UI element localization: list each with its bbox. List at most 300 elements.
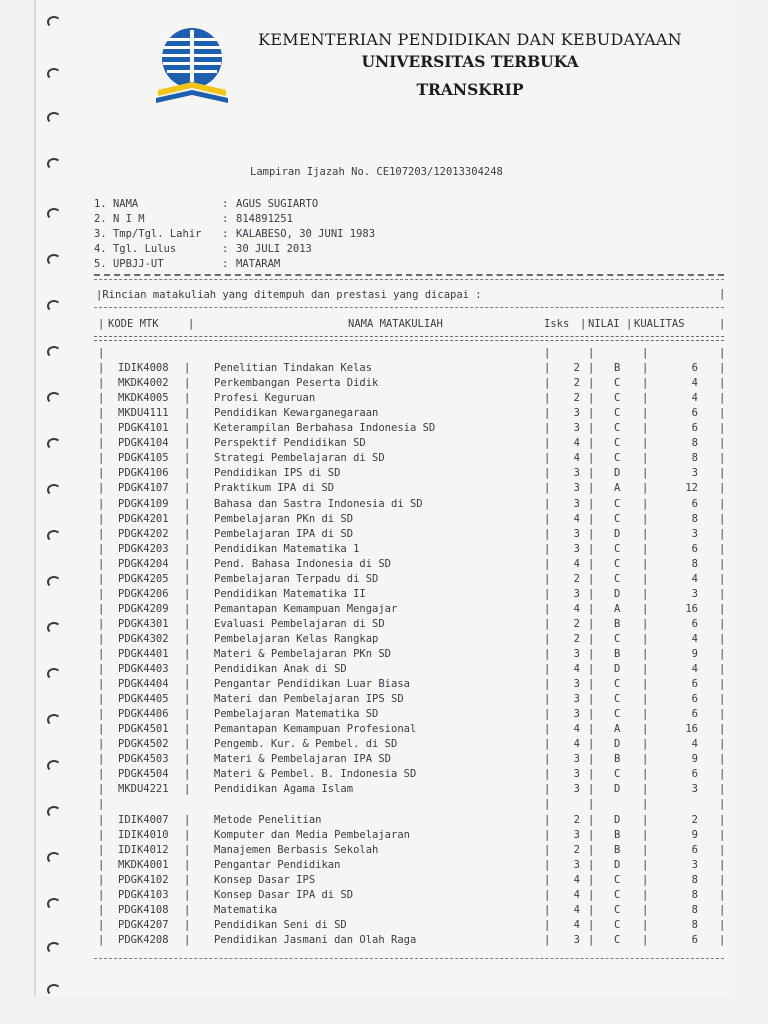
table-border: | <box>642 573 649 585</box>
course-code: PDGK4209 <box>118 603 169 615</box>
course-quality: 16 <box>685 603 698 615</box>
table-row <box>94 648 730 663</box>
table-border: | <box>642 814 649 826</box>
course-quality: 3 <box>691 783 698 795</box>
course-quality: 8 <box>691 889 698 901</box>
table-border: | <box>544 934 551 946</box>
course-name: Pembelajaran IPA di SD <box>214 528 354 540</box>
table-border: | <box>544 633 551 645</box>
header-kualitas: KUALITAS <box>634 318 685 330</box>
table-row <box>94 588 730 603</box>
table-spacer-row <box>94 347 730 362</box>
course-sks: 4 <box>573 558 580 570</box>
table-border: | <box>588 452 595 464</box>
table-border: | <box>544 392 551 404</box>
course-name: Metode Penelitian <box>214 814 322 826</box>
course-quality: 6 <box>691 934 698 946</box>
binder-hole-icon <box>44 940 60 952</box>
course-quality: 9 <box>691 829 698 841</box>
course-sks: 4 <box>573 663 580 675</box>
table-border: | <box>642 648 649 660</box>
table-border: | <box>184 618 191 630</box>
table-border: | <box>544 452 551 464</box>
course-name: Pemantapan Kemampuan Profesional <box>214 723 417 735</box>
course-grade: C <box>614 768 621 780</box>
table-border: | <box>642 708 649 720</box>
course-grade: C <box>614 678 621 690</box>
header-kode: KODE MTK <box>108 318 159 330</box>
course-name: Materi & Pembel. B. Indonesia SD <box>214 768 417 780</box>
course-code: PDGK4503 <box>118 753 169 765</box>
table-border: | <box>642 407 649 419</box>
course-sks: 4 <box>573 513 580 525</box>
table-border: | <box>544 648 551 660</box>
table-border: | <box>544 543 551 555</box>
table-border: | <box>98 814 105 826</box>
course-sks: 3 <box>573 588 580 600</box>
course-quality: 6 <box>691 362 698 374</box>
course-grade: D <box>614 814 621 826</box>
table-border: | <box>642 829 649 841</box>
table-border: | <box>642 437 649 449</box>
course-sks: 3 <box>573 829 580 841</box>
course-sks: 4 <box>573 904 580 916</box>
table-border: | <box>544 498 551 510</box>
table-border: | <box>544 798 551 810</box>
course-sks: 3 <box>573 543 580 555</box>
table-border: | <box>98 648 105 660</box>
table-border: | <box>642 362 649 374</box>
table-border: | <box>544 362 551 374</box>
table-border: | <box>588 633 595 645</box>
course-code: IDIK4007 <box>118 814 169 826</box>
table-row <box>94 738 730 753</box>
table-border: | <box>642 919 649 931</box>
table-border: | <box>544 738 551 750</box>
table-border: | <box>184 648 191 660</box>
table-border: | <box>184 844 191 856</box>
table-border: | <box>642 633 649 645</box>
table-border: | <box>184 498 191 510</box>
table-border: | <box>719 889 726 901</box>
table-spacer-row <box>94 798 730 813</box>
course-name: Konsep Dasar IPS <box>214 874 316 886</box>
table-border: | <box>544 723 551 735</box>
course-grade: C <box>614 498 621 510</box>
course-code: PDGK4204 <box>118 558 169 570</box>
course-sks: 3 <box>573 528 580 540</box>
table-row <box>94 528 730 543</box>
table-border: | <box>98 482 105 494</box>
table-border: | <box>98 558 105 570</box>
table-row <box>94 498 730 513</box>
table-border: | <box>642 467 649 479</box>
table-border: | <box>719 934 726 946</box>
table-border: | <box>642 904 649 916</box>
identity-value: MATARAM <box>236 258 281 270</box>
table-border: | <box>719 588 726 600</box>
table-border: | <box>184 467 191 479</box>
table-border: | <box>98 588 105 600</box>
table-border: | <box>184 723 191 735</box>
binder-hole-icon <box>44 804 60 816</box>
binder-hole-icon <box>44 758 60 770</box>
table-border: | <box>544 467 551 479</box>
identity-label: 1. NAMA <box>94 198 139 210</box>
table-border: | <box>184 753 191 765</box>
course-name: Perspektif Pendidikan SD <box>214 437 366 449</box>
table-border: | <box>184 452 191 464</box>
course-code: MKDK4001 <box>118 859 169 871</box>
course-name: Konsep Dasar IPA di SD <box>214 889 354 901</box>
course-sks: 3 <box>573 753 580 765</box>
table-row <box>94 633 730 648</box>
table-border: | <box>184 829 191 841</box>
table-border: | <box>184 633 191 645</box>
course-sks: 3 <box>573 678 580 690</box>
table-border: | <box>98 844 105 856</box>
course-code: PDGK4109 <box>118 498 169 510</box>
table-border: | <box>98 437 105 449</box>
divider <box>94 958 724 959</box>
table-border: | <box>184 934 191 946</box>
course-code: PDGK4203 <box>118 543 169 555</box>
table-border: | <box>98 663 105 675</box>
table-border: | <box>98 738 105 750</box>
table-border: | <box>98 783 105 795</box>
course-quality: 6 <box>691 844 698 856</box>
table-border: | <box>588 678 595 690</box>
course-sks: 2 <box>573 573 580 585</box>
table-border: | <box>719 663 726 675</box>
table-border: | <box>719 859 726 871</box>
course-sks: 3 <box>573 422 580 434</box>
table-border: | <box>98 798 105 810</box>
course-grade: C <box>614 633 621 645</box>
course-name: Bahasa dan Sastra Indonesia di SD <box>214 498 423 510</box>
table-border: | <box>98 377 105 389</box>
table-border: | <box>184 663 191 675</box>
table-border: | <box>544 783 551 795</box>
table-row <box>94 558 730 573</box>
course-name: Profesi Keguruan <box>214 392 316 404</box>
table-border: | <box>642 889 649 901</box>
table-border: | <box>98 543 105 555</box>
course-grade: D <box>614 663 621 675</box>
table-border: | <box>719 723 726 735</box>
course-grade: D <box>614 783 621 795</box>
table-border: | <box>719 648 726 660</box>
table-border: | <box>626 318 633 330</box>
course-name: Strategi Pembelajaran di SD <box>214 452 385 464</box>
course-code: PDGK4406 <box>118 708 169 720</box>
course-name: Pembelajaran Terpadu di SD <box>214 573 379 585</box>
binder-hole-icon <box>44 110 60 122</box>
table-row <box>94 678 730 693</box>
table-border: | <box>588 618 595 630</box>
table-row <box>94 467 730 482</box>
course-sks: 3 <box>573 783 580 795</box>
binder-hole-icon <box>44 436 60 448</box>
identity-colon: : <box>222 243 229 255</box>
table-border: | <box>719 573 726 585</box>
table-border: | <box>544 558 551 570</box>
course-code: PDGK4201 <box>118 513 169 525</box>
table-row <box>94 753 730 768</box>
course-grade: B <box>614 362 621 374</box>
course-code: PDGK4405 <box>118 693 169 705</box>
course-code: PDGK4106 <box>118 467 169 479</box>
course-sks: 3 <box>573 693 580 705</box>
course-sks: 3 <box>573 467 580 479</box>
table-border: | <box>184 693 191 705</box>
table-border: | <box>184 919 191 931</box>
table-border: | <box>184 513 191 525</box>
table-border: | <box>98 347 105 359</box>
course-sks: 3 <box>573 859 580 871</box>
table-row <box>94 392 730 407</box>
table-border: | <box>184 738 191 750</box>
table-border: | <box>544 513 551 525</box>
table-border: | <box>642 603 649 615</box>
course-name: Perkembangan Peserta Didik <box>214 377 379 389</box>
table-border: | <box>588 768 595 780</box>
course-grade: D <box>614 859 621 871</box>
course-code: PDGK4403 <box>118 663 169 675</box>
table-border: | <box>642 798 649 810</box>
table-border: | <box>184 588 191 600</box>
table-border: | <box>719 467 726 479</box>
table-row <box>94 407 730 422</box>
course-name: Pengantar Pendidikan Luar Biasa <box>214 678 410 690</box>
course-code: MKDU4111 <box>118 407 169 419</box>
course-grade: D <box>614 738 621 750</box>
table-border: | <box>719 392 726 404</box>
table-border: | <box>642 874 649 886</box>
binder-hole-icon <box>44 896 60 908</box>
table-border: | <box>719 798 726 810</box>
binder-hole-icon <box>44 14 60 26</box>
course-code: PDGK4404 <box>118 678 169 690</box>
table-row <box>94 543 730 558</box>
table-border: | <box>588 783 595 795</box>
course-code: PDGK4202 <box>118 528 169 540</box>
table-border: | <box>719 288 726 300</box>
table-row <box>94 437 730 452</box>
table-border: | <box>642 663 649 675</box>
course-quality: 4 <box>691 573 698 585</box>
course-grade: B <box>614 829 621 841</box>
table-border: | <box>719 768 726 780</box>
course-code: PDGK4104 <box>118 437 169 449</box>
table-row <box>94 693 730 708</box>
table-border: | <box>98 723 105 735</box>
table-border: | <box>544 814 551 826</box>
course-grade: C <box>614 919 621 931</box>
binder-hole-icon <box>44 982 60 994</box>
course-code: MKDU4221 <box>118 783 169 795</box>
identity-label: 3. Tmp/Tgl. Lahir <box>94 228 202 240</box>
table-border: | <box>184 814 191 826</box>
course-grade: C <box>614 513 621 525</box>
course-name: Komputer dan Media Pembelajaran <box>214 829 410 841</box>
table-border: | <box>580 318 587 330</box>
table-row <box>94 422 730 437</box>
course-grade: B <box>614 753 621 765</box>
course-grade: C <box>614 708 621 720</box>
table-border: | <box>98 919 105 931</box>
table-border: | <box>719 753 726 765</box>
binder-hole-icon <box>44 482 60 494</box>
table-row <box>94 482 730 497</box>
table-row <box>94 904 730 919</box>
table-border: | <box>719 919 726 931</box>
course-quality: 6 <box>691 708 698 720</box>
table-row <box>94 618 730 633</box>
table-row <box>94 829 730 844</box>
course-sks: 2 <box>573 392 580 404</box>
table-border: | <box>719 407 726 419</box>
table-border: | <box>719 633 726 645</box>
binder-hole-icon <box>44 344 60 356</box>
binder-hole-icon <box>44 298 60 310</box>
table-border: | <box>588 437 595 449</box>
course-grade: D <box>614 528 621 540</box>
course-grade: C <box>614 543 621 555</box>
course-name: Pend. Bahasa Indonesia di SD <box>214 558 392 570</box>
table-border: | <box>588 829 595 841</box>
table-row <box>94 377 730 392</box>
table-border: | <box>184 362 191 374</box>
table-border: | <box>544 588 551 600</box>
table-row <box>94 844 730 859</box>
binder-hole-icon <box>44 712 60 724</box>
table-border: | <box>98 708 105 720</box>
table-border: | <box>544 482 551 494</box>
table-border: | <box>588 603 595 615</box>
table-border: | <box>544 377 551 389</box>
table-border: | <box>544 347 551 359</box>
table-border: | <box>98 362 105 374</box>
table-border: | <box>98 513 105 525</box>
table-border: | <box>588 798 595 810</box>
table-border: | <box>588 919 595 931</box>
table-border: | <box>719 844 726 856</box>
table-border: | <box>98 573 105 585</box>
table-border: | <box>588 874 595 886</box>
course-grade: B <box>614 844 621 856</box>
course-sks: 3 <box>573 482 580 494</box>
table-border: | <box>719 482 726 494</box>
table-border: | <box>642 723 649 735</box>
table-border: | <box>642 528 649 540</box>
table-border: | <box>98 934 105 946</box>
table-border: | <box>184 422 191 434</box>
table-row <box>94 573 730 588</box>
table-border: | <box>588 347 595 359</box>
table-border: | <box>642 783 649 795</box>
course-name: Pendidikan Kewarganegaraan <box>214 407 379 419</box>
course-grade: C <box>614 934 621 946</box>
table-border: | <box>588 392 595 404</box>
header-nama: NAMA MATAKULIAH <box>348 318 443 330</box>
course-sks: 3 <box>573 407 580 419</box>
table-border: | <box>544 663 551 675</box>
course-quality: 4 <box>691 663 698 675</box>
table-border: | <box>184 603 191 615</box>
course-sks: 4 <box>573 603 580 615</box>
table-border: | <box>544 859 551 871</box>
table-border: | <box>98 422 105 434</box>
course-code: IDIK4010 <box>118 829 169 841</box>
table-border: | <box>98 859 105 871</box>
course-name: Pembelajaran Matematika SD <box>214 708 379 720</box>
table-border: | <box>642 347 649 359</box>
ministry-title: KEMENTERIAN PENDIDIKAN DAN KEBUDAYAAN <box>258 30 682 49</box>
table-border: | <box>588 528 595 540</box>
course-grade: B <box>614 648 621 660</box>
course-quality: 9 <box>691 753 698 765</box>
course-quality: 12 <box>685 482 698 494</box>
table-border: | <box>544 528 551 540</box>
table-row <box>94 452 730 467</box>
course-sks: 4 <box>573 437 580 449</box>
table-border: | <box>719 437 726 449</box>
course-sks: 2 <box>573 844 580 856</box>
table-row <box>94 513 730 528</box>
course-code: IDIK4012 <box>118 844 169 856</box>
table-border: | <box>642 859 649 871</box>
identity-value: 30 JULI 2013 <box>236 243 312 255</box>
course-code: MKDK4005 <box>118 392 169 404</box>
identity-label: 4. Tgl. Lulus <box>94 243 177 255</box>
table-border: | <box>642 768 649 780</box>
course-quality: 6 <box>691 693 698 705</box>
table-border: | <box>719 738 726 750</box>
table-border: | <box>588 663 595 675</box>
table-row <box>94 814 730 829</box>
course-name: Manajemen Berbasis Sekolah <box>214 844 379 856</box>
table-border: | <box>184 904 191 916</box>
table-border: | <box>184 377 191 389</box>
course-sks: 2 <box>573 633 580 645</box>
identity-colon: : <box>222 213 229 225</box>
table-border: | <box>588 844 595 856</box>
binder-hole-icon <box>44 574 60 586</box>
course-name: Pemantapan Kemampuan Mengajar <box>214 603 398 615</box>
course-code: PDGK4206 <box>118 588 169 600</box>
course-grade: C <box>614 422 621 434</box>
course-name: Keterampilan Berbahasa Indonesia SD <box>214 422 436 434</box>
table-border: | <box>642 543 649 555</box>
table-row <box>94 603 730 618</box>
course-grade: C <box>614 437 621 449</box>
table-row <box>94 889 730 904</box>
table-border: | <box>588 693 595 705</box>
table-border: | <box>98 467 105 479</box>
course-sks: 3 <box>573 708 580 720</box>
table-border: | <box>719 528 726 540</box>
table-border: | <box>588 708 595 720</box>
table-border: | <box>98 829 105 841</box>
table-border: | <box>544 889 551 901</box>
course-quality: 4 <box>691 738 698 750</box>
table-border: | <box>98 603 105 615</box>
table-border: | <box>719 783 726 795</box>
table-border: | <box>588 543 595 555</box>
course-quality: 3 <box>691 467 698 479</box>
table-border: | <box>544 573 551 585</box>
